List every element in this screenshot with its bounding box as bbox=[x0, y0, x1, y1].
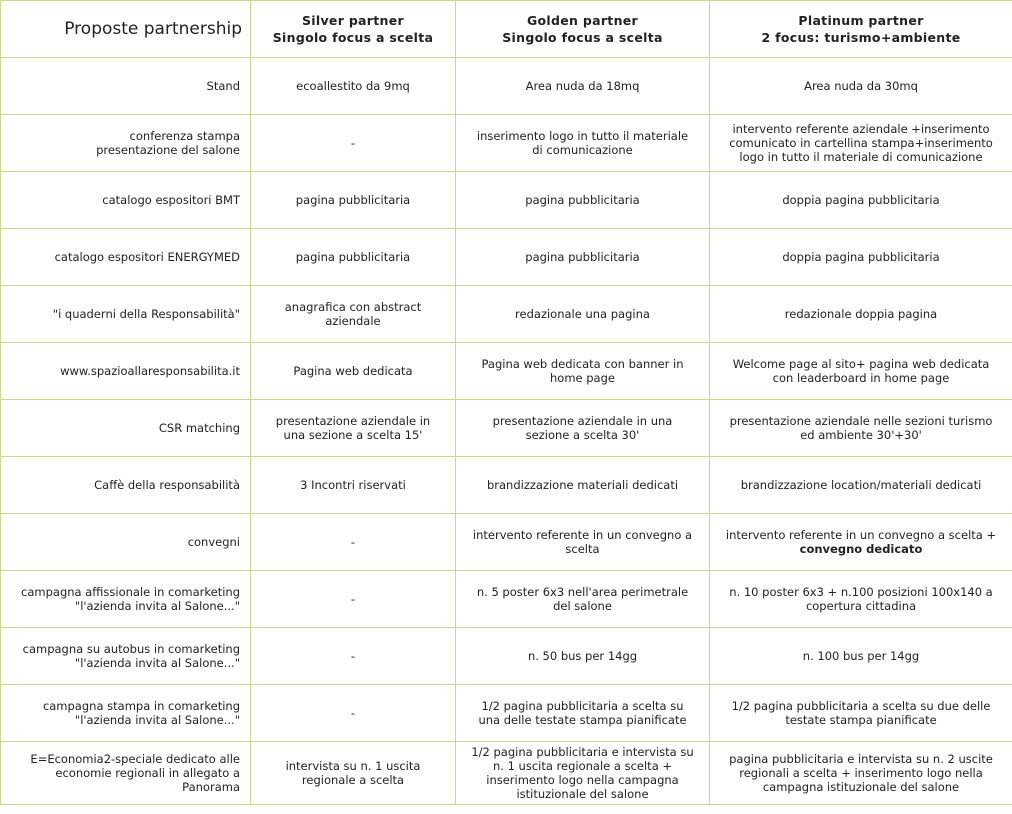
table-row bbox=[1, 628, 1012, 685]
cell-line: E=Economia2-speciale dedicato alle bbox=[30, 752, 240, 766]
column-header-line: 2 focus: turismo+ambiente bbox=[761, 30, 961, 45]
cell-line: conferenza stampa bbox=[129, 129, 240, 143]
cell-golden bbox=[456, 457, 710, 514]
cell-line: 1/2 pagina pubblicitaria a scelta su due delle bbox=[731, 699, 991, 713]
column-header-golden bbox=[456, 1, 710, 58]
cell-silver bbox=[251, 172, 456, 229]
cell-silver bbox=[251, 742, 456, 805]
cell-line: intervento referente aziendale +inserimento bbox=[732, 122, 990, 136]
column-header-line: Golden partner bbox=[526, 13, 639, 28]
column-header-platinum bbox=[710, 1, 1012, 58]
cell-line: testate stampa pianificate bbox=[785, 713, 937, 727]
row-label bbox=[1, 400, 251, 457]
cell-platinum bbox=[710, 742, 1012, 805]
cell-line: istituzionale del salone bbox=[516, 787, 649, 801]
column-header-silver bbox=[251, 1, 456, 58]
cell-line: scelta bbox=[565, 542, 600, 556]
cell-golden bbox=[456, 286, 710, 343]
cell-line: campagna su autobus in comarketing bbox=[22, 642, 240, 656]
cell-line: Panorama bbox=[182, 780, 240, 794]
cell-line: copertura cittadina bbox=[805, 599, 917, 613]
cell-line: - bbox=[350, 706, 356, 720]
table-row bbox=[1, 343, 1012, 400]
header-row bbox=[1, 1, 1012, 58]
cell-line: una sezione a scelta 15' bbox=[283, 428, 423, 442]
cell-line: catalogo espositori BMT bbox=[102, 193, 240, 207]
cell-line: - bbox=[350, 535, 356, 549]
cell-platinum bbox=[710, 685, 1012, 742]
cell-line: Pagina web dedicata bbox=[293, 364, 413, 378]
cell-line: aziendale bbox=[325, 314, 381, 328]
table-row bbox=[1, 514, 1012, 571]
cell-silver bbox=[251, 571, 456, 628]
cell-silver bbox=[251, 115, 456, 172]
cell-line: comunicato in cartellina stampa+inserimento bbox=[729, 136, 993, 150]
cell-platinum bbox=[710, 628, 1012, 685]
cell-line: presentazione aziendale nelle sezioni turismo bbox=[729, 414, 993, 428]
row-label bbox=[1, 514, 251, 571]
cell-platinum bbox=[710, 457, 1012, 514]
cell-line: presentazione aziendale in bbox=[275, 414, 431, 428]
cell-silver bbox=[251, 628, 456, 685]
table-row bbox=[1, 286, 1012, 343]
cell-line: n. 1 uscita regionale a scelta + bbox=[492, 759, 673, 773]
cell-golden bbox=[456, 571, 710, 628]
column-header-line: Silver partner bbox=[302, 13, 404, 28]
cell-line: brandizzazione location/materiali dedicati bbox=[740, 478, 982, 492]
cell-line: sezione a scelta 30' bbox=[525, 428, 640, 442]
row-label bbox=[1, 571, 251, 628]
row-label bbox=[1, 58, 251, 115]
cell-line: pagina pubblicitaria bbox=[525, 193, 640, 207]
cell-line: 3 Incontri riservati bbox=[300, 478, 406, 492]
cell-line: intervista su n. 1 uscita bbox=[285, 759, 421, 773]
cell-line: pagina pubblicitaria bbox=[295, 250, 411, 264]
cell-line: convegni bbox=[187, 535, 240, 549]
cell-line: ed ambiente 30'+30' bbox=[800, 428, 922, 442]
cell-golden bbox=[456, 343, 710, 400]
table-row bbox=[1, 229, 1012, 286]
cell-line: intervento referente in un convegno a scelta + bbox=[725, 528, 997, 542]
cell-line: del salone bbox=[553, 599, 612, 613]
cell-line: una delle testate stampa pianificate bbox=[478, 713, 687, 727]
cell-golden bbox=[456, 58, 710, 115]
cell-line: - bbox=[350, 592, 356, 606]
cell-line: "l'azienda invita al Salone..." bbox=[74, 713, 240, 727]
cell-line: anagrafica con abstract bbox=[284, 300, 422, 314]
cell-line: "i quaderni della Responsabilità" bbox=[52, 307, 240, 321]
row-label bbox=[1, 343, 251, 400]
cell-line: pagina pubblicitaria e intervista su n. 2 uscite bbox=[729, 752, 993, 766]
row-label bbox=[1, 742, 251, 805]
cell-line: n. 50 bus per 14gg bbox=[527, 649, 638, 663]
cell-golden bbox=[456, 229, 710, 286]
cell-golden bbox=[456, 514, 710, 571]
cell-line: campagna istituzionale del salone bbox=[762, 780, 960, 794]
cell-line: campagna affissionale in comarketing bbox=[21, 585, 240, 599]
cell-line: logo in tutto il materiale di comunicazione bbox=[739, 150, 983, 164]
cell-line: CSR matching bbox=[158, 421, 240, 435]
row-label bbox=[1, 457, 251, 514]
table-row bbox=[1, 571, 1012, 628]
cell-platinum bbox=[710, 343, 1012, 400]
cell-line: 1/2 pagina pubblicitaria e intervista su bbox=[471, 745, 694, 759]
table-row bbox=[1, 172, 1012, 229]
cell-platinum bbox=[710, 115, 1012, 172]
table-row bbox=[1, 58, 1012, 115]
cell-line: n. 5 poster 6x3 nell'area perimetrale bbox=[476, 585, 689, 599]
table-row bbox=[1, 457, 1012, 514]
cell-platinum bbox=[710, 172, 1012, 229]
cell-line: "l'azienda invita al Salone..." bbox=[74, 656, 240, 670]
cell-golden bbox=[456, 742, 710, 805]
row-label bbox=[1, 286, 251, 343]
cell-line: brandizzazione materiali dedicati bbox=[486, 478, 679, 492]
cell-golden bbox=[456, 628, 710, 685]
cell-platinum bbox=[710, 514, 1012, 571]
column-header-line: Platinum partner bbox=[798, 13, 924, 28]
cell-line: - bbox=[350, 136, 356, 150]
cell-silver bbox=[251, 229, 456, 286]
cell-line: home page bbox=[550, 371, 615, 385]
row-label bbox=[1, 172, 251, 229]
cell-platinum bbox=[710, 571, 1012, 628]
cell-golden bbox=[456, 400, 710, 457]
cell-silver bbox=[251, 400, 456, 457]
cell-line: inserimento logo nella campagna bbox=[486, 773, 679, 787]
cell-line: Pagina web dedicata con banner in bbox=[481, 357, 684, 371]
column-header-line: Singolo focus a scelta bbox=[502, 30, 663, 45]
cell-line: economie regionali in allegato a bbox=[55, 766, 240, 780]
cell-line: intervento referente in un convegno a bbox=[472, 528, 693, 542]
cell-line: inserimento logo in tutto il materiale bbox=[476, 129, 689, 143]
cell-line: regionali a scelta + inserimento logo nella bbox=[739, 766, 983, 780]
cell-line: "l'azienda invita al Salone..." bbox=[74, 599, 240, 613]
cell-line: pagina pubblicitaria bbox=[295, 193, 411, 207]
cell-silver bbox=[251, 457, 456, 514]
row-label bbox=[1, 115, 251, 172]
cell-line: - bbox=[350, 649, 356, 663]
cell-line: Welcome page al sito+ pagina web dedicata bbox=[732, 357, 990, 371]
cell-line: con leaderboard in home page bbox=[772, 371, 950, 385]
cell-line: Area nuda da 18mq bbox=[525, 79, 640, 93]
row-label bbox=[1, 229, 251, 286]
cell-line: 1/2 pagina pubblicitaria a scelta su bbox=[481, 699, 684, 713]
cell-line: redazionale una pagina bbox=[515, 307, 650, 321]
table-row bbox=[1, 742, 1012, 805]
cell-silver bbox=[251, 343, 456, 400]
cell-silver bbox=[251, 286, 456, 343]
cell-silver bbox=[251, 58, 456, 115]
cell-line: ecoallestito da 9mq bbox=[296, 79, 410, 93]
cell-silver bbox=[251, 514, 456, 571]
cell-line: Caffè della responsabilità bbox=[94, 478, 240, 492]
table-row bbox=[1, 115, 1012, 172]
cell-line: di comunicazione bbox=[532, 143, 633, 157]
cell-line: doppia pagina pubblicitaria bbox=[782, 250, 940, 264]
cell-line: n. 100 bus per 14gg bbox=[802, 649, 920, 663]
column-header-line: Singolo focus a scelta bbox=[272, 30, 434, 45]
cell-line-bold: convegno dedicato bbox=[799, 542, 923, 556]
cell-line: Area nuda da 30mq bbox=[804, 79, 918, 93]
cell-line: redazionale doppia pagina bbox=[784, 307, 938, 321]
cell-line: presentazione aziendale in una bbox=[492, 414, 673, 428]
row-label bbox=[1, 628, 251, 685]
cell-line: n. 10 poster 6x3 + n.100 posizioni 100x140 a bbox=[729, 585, 993, 599]
cell-golden bbox=[456, 172, 710, 229]
table-row bbox=[1, 685, 1012, 742]
cell-line: catalogo espositori ENERGYMED bbox=[54, 250, 240, 264]
cell-line: doppia pagina pubblicitaria bbox=[782, 193, 940, 207]
cell-golden bbox=[456, 685, 710, 742]
cell-line: pagina pubblicitaria bbox=[525, 250, 640, 264]
row-label bbox=[1, 685, 251, 742]
cell-silver bbox=[251, 685, 456, 742]
cell-platinum bbox=[710, 229, 1012, 286]
cell-platinum bbox=[710, 58, 1012, 115]
cell-line: regionale a scelta bbox=[301, 773, 405, 787]
table-title: Proposte partnership bbox=[1, 1, 251, 58]
table-row bbox=[1, 400, 1012, 457]
cell-platinum bbox=[710, 286, 1012, 343]
cell-line: Stand bbox=[206, 79, 240, 93]
cell-line: presentazione del salone bbox=[96, 143, 240, 157]
cell-line: campagna stampa in comarketing bbox=[42, 699, 240, 713]
cell-golden bbox=[456, 115, 710, 172]
cell-platinum bbox=[710, 400, 1012, 457]
cell-line: www.spazioallaresponsabilita.it bbox=[60, 364, 240, 378]
